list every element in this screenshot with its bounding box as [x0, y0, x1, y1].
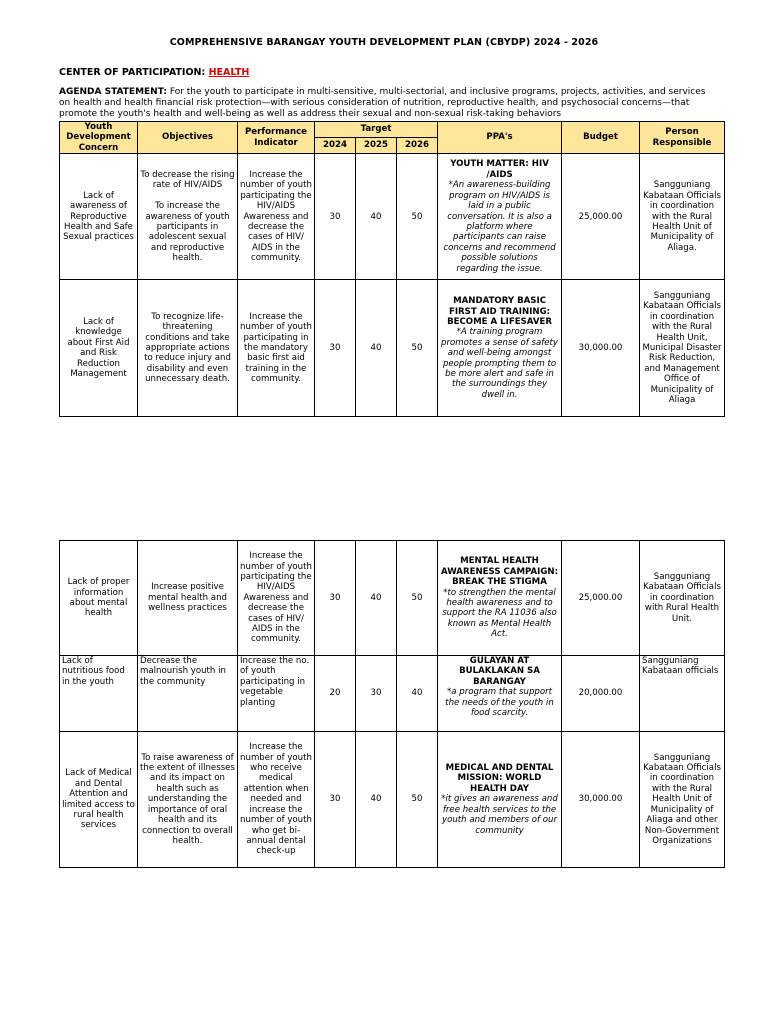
target-2025-cell: 40: [356, 541, 397, 656]
center-value: HEALTH: [208, 67, 250, 78]
ppa-description: *A training program promotes a sense of safety and well-being amongst people prompting them to be more alert and safe in the surroundings they dwell in.: [441, 327, 559, 400]
concern-cell: Lack of nutritious food in the youth: [60, 656, 138, 732]
objectives-cell: To raise awareness of the extent of illnesses and its impact on health such as understanding the importance of oral health and its connection to overall health.: [138, 732, 238, 868]
header-indicator: Performance Indicator: [238, 122, 315, 154]
concern-cell: Lack of proper information about mental health: [60, 541, 138, 656]
budget-cell: 25,000.00: [562, 154, 640, 280]
target-2026-cell: 50: [397, 154, 438, 280]
target-2024-cell: 30: [315, 541, 356, 656]
indicator-cell: Increase the number of youth participating the HIV/AIDS Awareness and decrease the cases of HIV/ AIDS in the community.: [238, 541, 315, 656]
header-2026: 2026: [397, 137, 438, 154]
ppa-cell: [438, 656, 562, 732]
person-cell: Sangguniang Kabataan officials: [640, 656, 725, 732]
objectives-cell: Decrease the malnourish youth in the community: [138, 656, 238, 732]
budget-cell: 20,000.00: [562, 656, 640, 732]
target-2026-cell: 50: [397, 732, 438, 868]
plan-table-2: [59, 540, 725, 868]
indicator-cell: Increase the number of youth participating the HIV/AIDS Awareness and decrease the cases of HIV/ AIDS in the community.: [238, 154, 315, 280]
table-row: [60, 656, 725, 732]
ppa-title: MENTAL HEALTH AWARENESS CAMPAIGN: BREAK THE STIGMA: [440, 556, 559, 588]
person-cell: Sangguniang Kabataan Officials in coordination with the Rural Health Unit of Municipality of Aliaga.: [640, 154, 725, 280]
indicator-cell: Increase the number of youth participating in the mandatory basic first aid training in the community.: [238, 280, 315, 417]
person-cell: Sangguniang Kabataan Officials in coordination with the Rural Health Unit of Municipality of Aliaga and other Non-Government Organizations: [640, 732, 725, 868]
header-ppas: PPA's: [438, 122, 562, 154]
objectives-cell: To recognize life-threatening conditions and take appropriate actions to reduce injury and disability and even unnecessary death.: [138, 280, 238, 417]
budget-cell: 25,000.00: [562, 541, 640, 656]
center-label: CENTER OF PARTICIPATION:: [59, 67, 206, 78]
ppa-cell: [438, 732, 562, 868]
objectives-cell: Increase positive mental health and wellness practices: [138, 541, 238, 656]
budget-cell: 30,000.00: [562, 732, 640, 868]
budget-cell: 30,000.00: [562, 280, 640, 417]
ppa-title: MANDATORY BASIC FIRST AID TRAINING: BECOME A LIFESAVER: [447, 296, 552, 327]
table-row: [60, 541, 725, 656]
agenda-label: AGENDA STATEMENT:: [59, 87, 167, 97]
concern-cell: Lack of Medical and Dental Attention and limited access to rural health services: [60, 732, 138, 868]
indicator-cell: Increase the number of youth who receive medical attention when needed and increase the number of youth who get bi-annual dental check-up: [238, 732, 315, 868]
header-objectives: Objectives: [138, 122, 238, 154]
person-cell: Sangguniang Kabataan Officials in coordination with Rural Health Unit.: [640, 541, 725, 656]
agenda-text: For the youth to participate in multi-sensitive, multi-sectorial, and inclusive programs, projects, activities, and services on health and health financial risk protection—with serious consideration of nutrition, reproductive health, and psychosocial concerns—that promote the youth's health and well-being as well as address their sexual and non-sexual risk-taking behaviors: [59, 87, 706, 119]
target-2024-cell: 20: [315, 656, 356, 732]
target-2025-cell: 30: [356, 656, 397, 732]
ppa-description: *to strengthen the mental health awareness and to support the RA 11036 also known as Mental Health Act.: [442, 587, 557, 640]
target-2024-cell: 30: [315, 732, 356, 868]
agenda-statement: [59, 87, 719, 120]
ppa-description: *it gives an awareness and free health services to the youth and members of our community: [441, 794, 558, 836]
header-concern: Youth Development Concern: [60, 122, 138, 154]
target-2024-cell: 30: [315, 154, 356, 280]
target-2026-cell: 40: [397, 656, 438, 732]
table-row: [60, 154, 725, 280]
plan-table-1: [59, 121, 725, 417]
person-cell: Sangguniang Kabataan Officials in coordination with the Rural Health Unit, Municipal Disaster Risk Reduction, and Management Office of Municipality of Aliaga: [640, 280, 725, 417]
concern-cell: Lack of awareness of Reproductive Health and Safe Sexual practices: [60, 154, 138, 280]
ppa-cell: [438, 280, 562, 417]
target-2025-cell: 40: [356, 732, 397, 868]
ppa-cell: [438, 154, 562, 280]
document-title: COMPREHENSIVE BARANGAY YOUTH DEVELOPMENT PLAN (CBYDP) 2024 - 2026: [169, 37, 599, 48]
ppa-title: YOUTH MATTER: HIV /AIDS: [450, 159, 549, 180]
target-2026-cell: 50: [397, 541, 438, 656]
ppa-title: MEDICAL AND DENTAL MISSION: WORLD HEALTH DAY: [445, 763, 554, 794]
target-2025-cell: 40: [356, 154, 397, 280]
ppa-title: GULAYAN AT BULAKLAKAN SA BARANGAY: [459, 656, 540, 687]
header-2025: 2025: [356, 137, 397, 154]
center-of-participation: [59, 67, 249, 78]
target-2024-cell: 30: [315, 280, 356, 417]
objectives-cell: To decrease the rising rate of HIV/AIDS To increase the awareness of youth participants in adolescent sexual and reproductive health.: [138, 154, 238, 280]
ppa-description: *An awareness-building program on HIV/AIDS is laid in a public conversation. It is also a platform where participants can raise concerns and recommend possible solutions regarding the issue.: [443, 180, 556, 274]
header-person: Person Responsible: [640, 122, 725, 154]
indicator-cell: Increase the no. of youth participating in vegetable planting: [238, 656, 315, 732]
table-row: [60, 732, 725, 868]
header-target: Target: [315, 122, 438, 138]
header-2024: 2024: [315, 137, 356, 154]
concern-cell: Lack of knowledge about First Aid and Risk Reduction Management: [60, 280, 138, 417]
target-2025-cell: 40: [356, 280, 397, 417]
header-budget: Budget: [562, 122, 640, 154]
ppa-description: *a program that support the needs of the youth in food scarcity.: [445, 687, 554, 719]
target-2026-cell: 50: [397, 280, 438, 417]
ppa-cell: [438, 541, 562, 656]
table-row: [60, 280, 725, 417]
